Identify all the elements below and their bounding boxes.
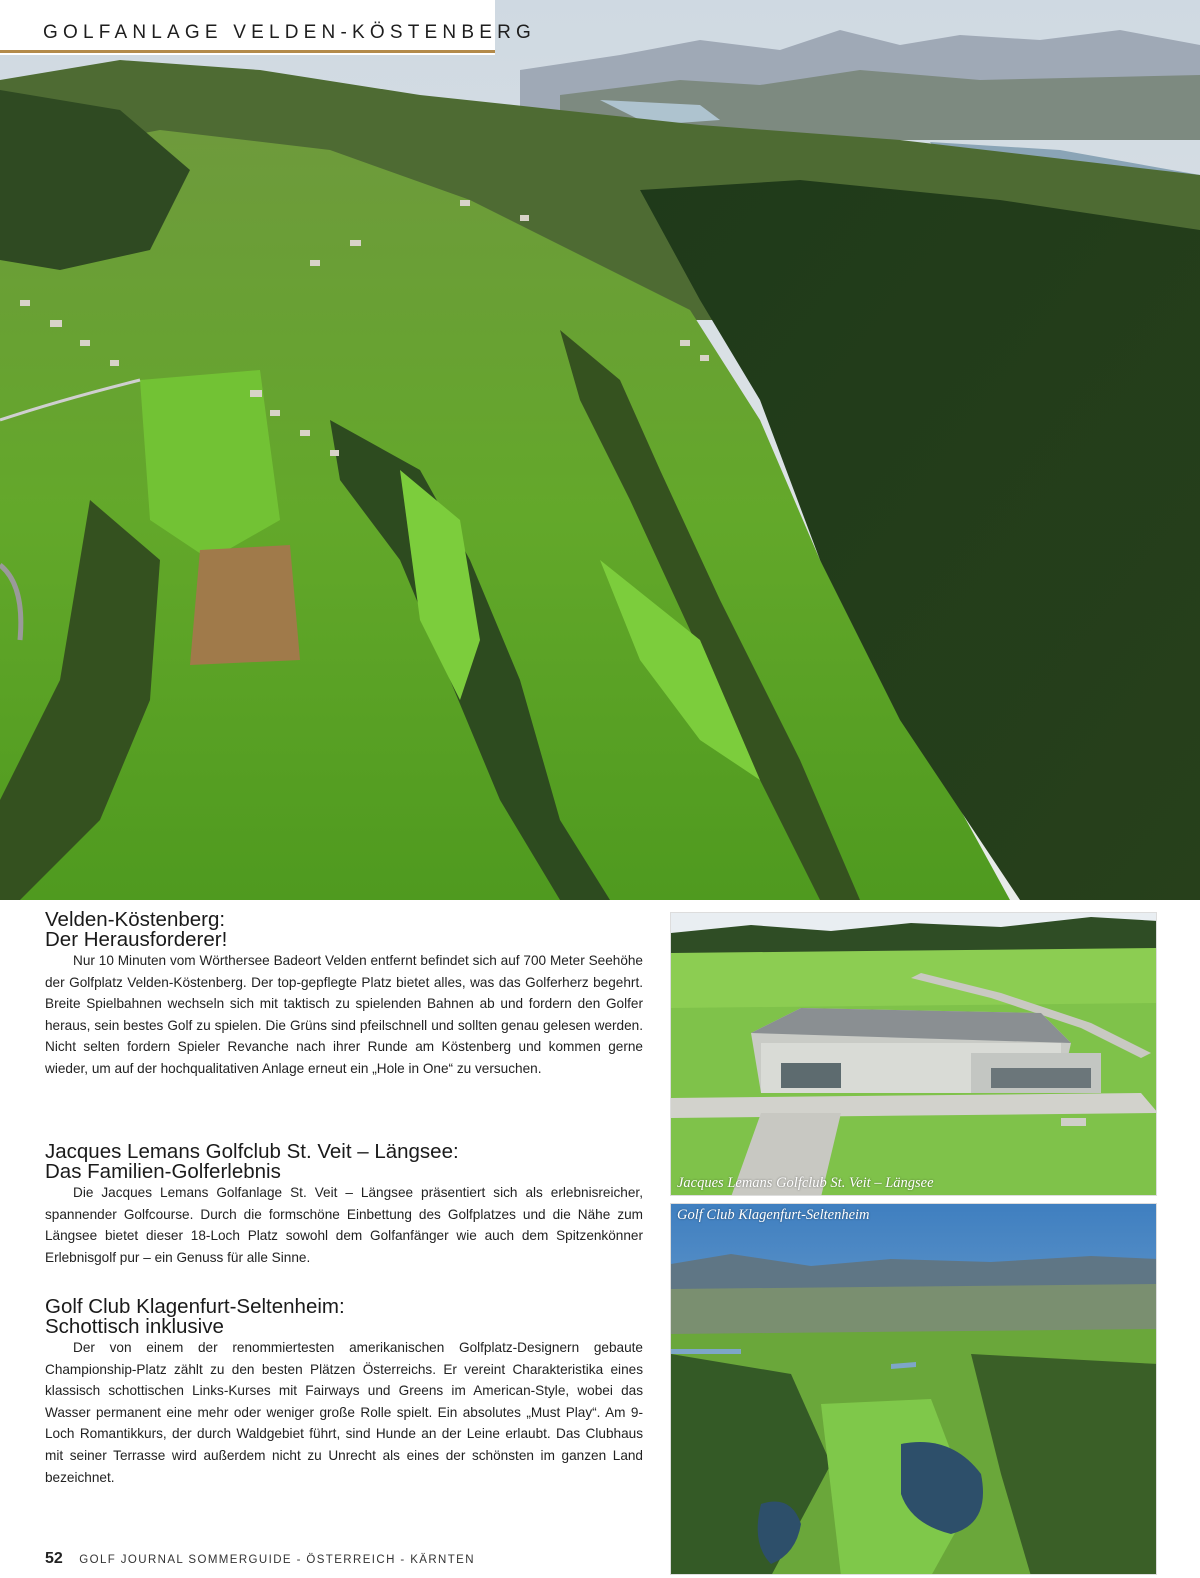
section-body: Der von einem der renommiertesten amerikanischen Golfplatz-Designern gebaute Championship-Platz zählt zu den besten Plätzen Österreichs. Er vereint Charakteristika eines klassisch schottischen Links-Kurses mit Fairways und Greens im American-Style, wobei das Wasser permanent eine mehr oder weniger große Rolle spielt. Ein absolutes „Must Play“. Am 9-Loch Romantikkurs, der durch Waldgebiet führt, sind Hunde an der Leine erlaubt. Das Clubhaus mit seiner Terrasse wird außerdem nicht zu Unrecht als eines der schönsten im ganzen Land bezeichnet. [45,1340,643,1485]
photo-caption: Golf Club Klagenfurt-Seltenheim [677,1207,870,1223]
page-section-title: GOLFANLAGE VELDEN-KÖSTENBERG [43,22,536,43]
section-body: Nur 10 Minuten vom Wörthersee Badeort Velden entfernt befindet sich auf 700 Meter Seehöhe der Golfplatz Velden-Köstenberg. Der top-gepflegte Platz bietet alles, was das Golferherz begehrt. Breite Spielbahnen wechseln sich mit taktisch zu spielenden Bahnen ab und fordern den Golfer heraus, sein bestes Golf zu spielen. Die Grüns sind pfeilschnell und sollten genau gelesen werden. Nicht selten fordern Spieler Revanche nach ihrer Runde am Köstenberg und kommen gerne wieder, um auf der hochqualitativen Anlage erneut ein „Hole in One“ zu versuchen. [45,953,643,1076]
page-footer [45,1550,645,1570]
page-number: 52 [45,1550,63,1567]
section-body: Die Jacques Lemans Golfanlage St. Veit – Längsee präsentiert sich als erlebnisreicher, spannender Golfcourse. Durch die formschöne Einbettung des Golfplatzes und die Nähe zum Längsee bietet dieser 18-Loch Platz sowohl dem Golfanfänger wie auch dem Spitzenkönner Erlebnisgolf pur – ein Genuss für alle Sinne. [45,1185,643,1265]
photo-seltenheim-aerial [670,1203,1157,1575]
page-header [0,0,536,55]
section-heading-line2: Der Herausforderer! [45,928,228,951]
section-heading [45,1142,643,1182]
article-section-velden [45,910,643,1080]
section-heading-line2: Das Familien-Golferlebnis [45,1160,281,1183]
publication-name: GOLF JOURNAL SOMMERGUIDE - ÖSTERREICH - KÄRNTEN [79,1554,475,1566]
article-section-st-veit [45,1142,643,1268]
photo-st-veit-clubhouse [670,912,1157,1196]
section-heading-line1: Jacques Lemans Golfclub St. Veit – Längsee: [45,1140,459,1163]
header-accent-rule [0,50,495,53]
section-heading-line1: Velden-Köstenberg: [45,908,226,931]
section-heading-line2: Schottisch inklusive [45,1315,224,1338]
section-heading [45,910,643,950]
photo-caption: Jacques Lemans Golfclub St. Veit – Längsee [677,1175,934,1191]
clubhouse-illustration [671,913,1157,1196]
seltenheim-illustration [671,1204,1157,1575]
section-heading [45,1297,643,1337]
section-heading-line1: Golf Club Klagenfurt-Seltenheim: [45,1295,345,1318]
article-section-seltenheim [45,1297,643,1488]
